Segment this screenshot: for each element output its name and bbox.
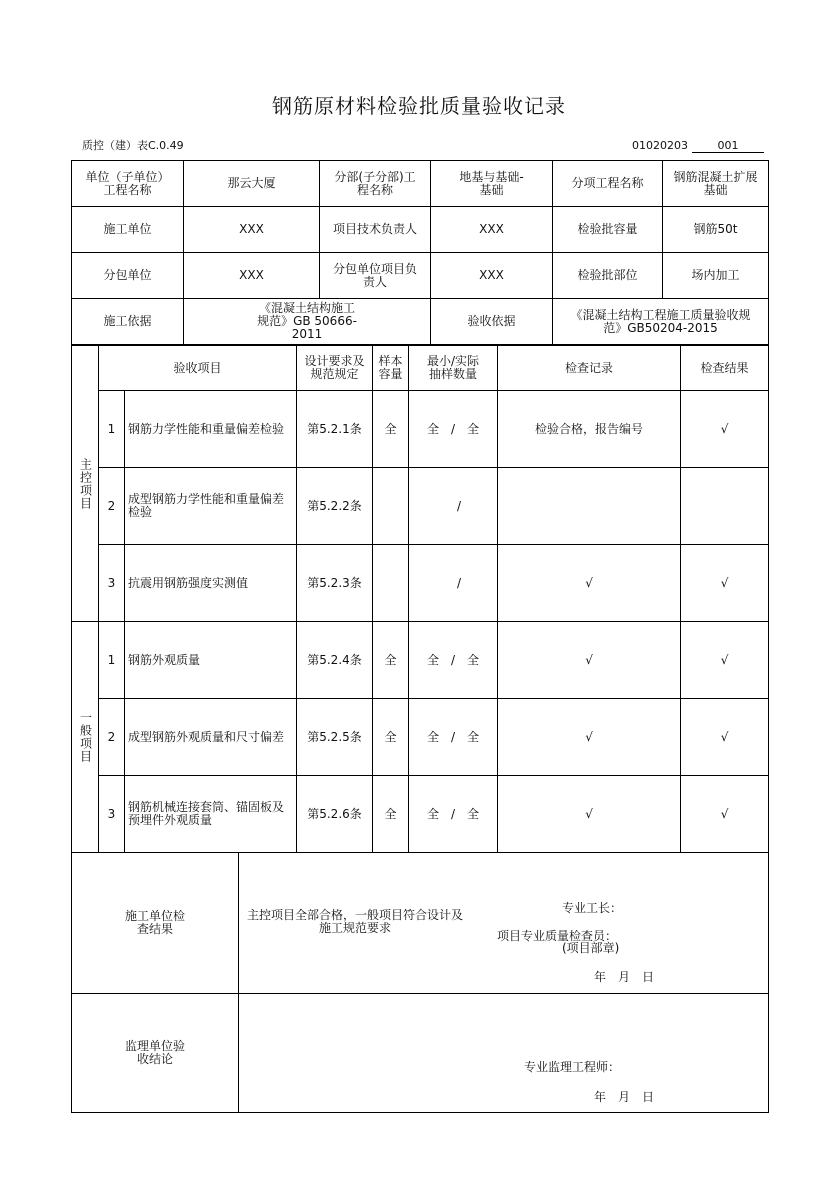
subcontractor-label: 分包单位 bbox=[72, 253, 184, 299]
division-label: 分部(子分部)工程名称 bbox=[320, 161, 431, 207]
supervision-content bbox=[239, 994, 769, 1113]
constructor-value: XXX bbox=[184, 207, 320, 253]
item-clause: 第5.2.2条 bbox=[297, 468, 373, 545]
doc-no-prefix: 01020203 bbox=[632, 139, 688, 152]
item-clause: 第5.2.1条 bbox=[297, 391, 373, 468]
item-sample: 全 bbox=[373, 622, 409, 699]
page-title: 钢筋原材料检验批质量验收记录 bbox=[272, 94, 566, 118]
item-sample bbox=[373, 545, 409, 622]
item-min-actual: / bbox=[409, 545, 498, 622]
item-min-actual: 全 / 全 bbox=[409, 776, 498, 853]
item-result: √ bbox=[681, 622, 769, 699]
signoff-table bbox=[71, 852, 769, 1113]
item-clause: 第5.2.4条 bbox=[297, 622, 373, 699]
basis-value: 《混凝土结构施工规范》GB 50666-2011 bbox=[184, 299, 431, 345]
subcontractor-value: XXX bbox=[184, 253, 320, 299]
item-no: 1 bbox=[99, 622, 125, 699]
item-no: 2 bbox=[99, 468, 125, 545]
item-result: √ bbox=[681, 699, 769, 776]
supervision-date: 年 月 日 bbox=[594, 1090, 655, 1104]
item-clause: 第5.2.3条 bbox=[297, 545, 373, 622]
batch-location-value: 场内加工 bbox=[663, 253, 769, 299]
item-name: 钢筋机械连接套筒、锚固板及预埋件外观质量 bbox=[125, 776, 297, 853]
item-name: 钢筋外观质量 bbox=[125, 622, 297, 699]
inspector-label: 项目专业质量检查员： bbox=[497, 929, 618, 943]
col-header-record: 检查记录 bbox=[498, 346, 681, 391]
subitem-value: 钢筋混凝土扩展基础 bbox=[663, 161, 769, 207]
item-name: 抗震用钢筋强度实测值 bbox=[125, 545, 297, 622]
item-sample: 全 bbox=[373, 776, 409, 853]
item-record: √ bbox=[498, 699, 681, 776]
unit-label: 单位（子单位）工程名称 bbox=[72, 161, 184, 207]
item-no: 3 bbox=[99, 545, 125, 622]
construction-check-label: 施工单位检查结果 bbox=[72, 853, 239, 994]
table-row bbox=[72, 391, 769, 468]
project-seal-label: (项目部章) bbox=[562, 941, 620, 955]
general-group-label: 一般项目 bbox=[72, 622, 99, 853]
item-record: √ bbox=[498, 545, 681, 622]
table-row bbox=[72, 776, 769, 853]
item-clause: 第5.2.5条 bbox=[297, 699, 373, 776]
acceptance-basis-label: 验收依据 bbox=[431, 299, 553, 345]
main-group-label: 主控项目 bbox=[72, 346, 99, 622]
sub-lead-label: 分包单位项目负责人 bbox=[320, 253, 431, 299]
construction-date: 年 月 日 bbox=[594, 970, 655, 984]
col-header-design-req: 设计要求及规范规定 bbox=[297, 346, 373, 391]
item-min-actual: 全 / 全 bbox=[409, 391, 498, 468]
foreman-label: 专业工长： bbox=[562, 901, 623, 915]
batch-capacity-value: 钢筋50t bbox=[663, 207, 769, 253]
table-row bbox=[72, 622, 769, 699]
acceptance-basis-value: 《混凝土结构工程施工质量验收规范》GB50204-2015 bbox=[553, 299, 769, 345]
tech-lead-label: 项目技术负责人 bbox=[320, 207, 431, 253]
item-record: √ bbox=[498, 622, 681, 699]
table-row bbox=[72, 699, 769, 776]
document-number bbox=[632, 139, 764, 153]
batch-location-label: 检验批部位 bbox=[553, 253, 663, 299]
item-sample bbox=[373, 468, 409, 545]
item-name: 成型钢筋力学性能和重量偏差检验 bbox=[125, 468, 297, 545]
unit-value: 那云大厦 bbox=[184, 161, 320, 207]
item-record: √ bbox=[498, 776, 681, 853]
item-name: 钢筋力学性能和重量偏差检验 bbox=[125, 391, 297, 468]
item-min-actual: / bbox=[409, 468, 498, 545]
construction-check-content bbox=[239, 853, 769, 994]
tech-lead-value: XXX bbox=[431, 207, 553, 253]
constructor-label: 施工单位 bbox=[72, 207, 184, 253]
item-result: √ bbox=[681, 391, 769, 468]
col-header-item: 验收项目 bbox=[99, 346, 297, 391]
doc-no-suffix: 001 bbox=[692, 139, 764, 153]
col-header-result: 检查结果 bbox=[681, 346, 769, 391]
project-info-table bbox=[71, 160, 769, 345]
item-no: 2 bbox=[99, 699, 125, 776]
table-row bbox=[72, 468, 769, 545]
item-result bbox=[681, 468, 769, 545]
construction-conclusion: 主控项目全部合格，一般项目符合设计及施工规范要求 bbox=[246, 908, 463, 935]
item-sample: 全 bbox=[373, 699, 409, 776]
batch-capacity-label: 检验批容量 bbox=[553, 207, 663, 253]
supervision-label: 监理单位验收结论 bbox=[72, 994, 239, 1113]
item-clause: 第5.2.6条 bbox=[297, 776, 373, 853]
inspection-items-table bbox=[71, 345, 769, 853]
item-min-actual: 全 / 全 bbox=[409, 699, 498, 776]
item-result: √ bbox=[681, 776, 769, 853]
item-name: 成型钢筋外观质量和尺寸偏差 bbox=[125, 699, 297, 776]
item-sample: 全 bbox=[373, 391, 409, 468]
form-code: 质控（建）表C.0.49 bbox=[82, 139, 184, 152]
basis-label: 施工依据 bbox=[72, 299, 184, 345]
table-row bbox=[72, 545, 769, 622]
col-header-sample: 样本容量 bbox=[373, 346, 409, 391]
col-header-min-actual: 最小/实际抽样数量 bbox=[409, 346, 498, 391]
item-min-actual: 全 / 全 bbox=[409, 622, 498, 699]
item-no: 3 bbox=[99, 776, 125, 853]
supervision-engineer-label: 专业监理工程师： bbox=[524, 1060, 621, 1074]
sub-lead-value: XXX bbox=[431, 253, 553, 299]
subitem-label: 分项工程名称 bbox=[553, 161, 663, 207]
item-result: √ bbox=[681, 545, 769, 622]
item-record: 检验合格，报告编号 bbox=[498, 391, 681, 468]
division-value: 地基与基础-基础 bbox=[431, 161, 553, 207]
item-no: 1 bbox=[99, 391, 125, 468]
item-record bbox=[498, 468, 681, 545]
